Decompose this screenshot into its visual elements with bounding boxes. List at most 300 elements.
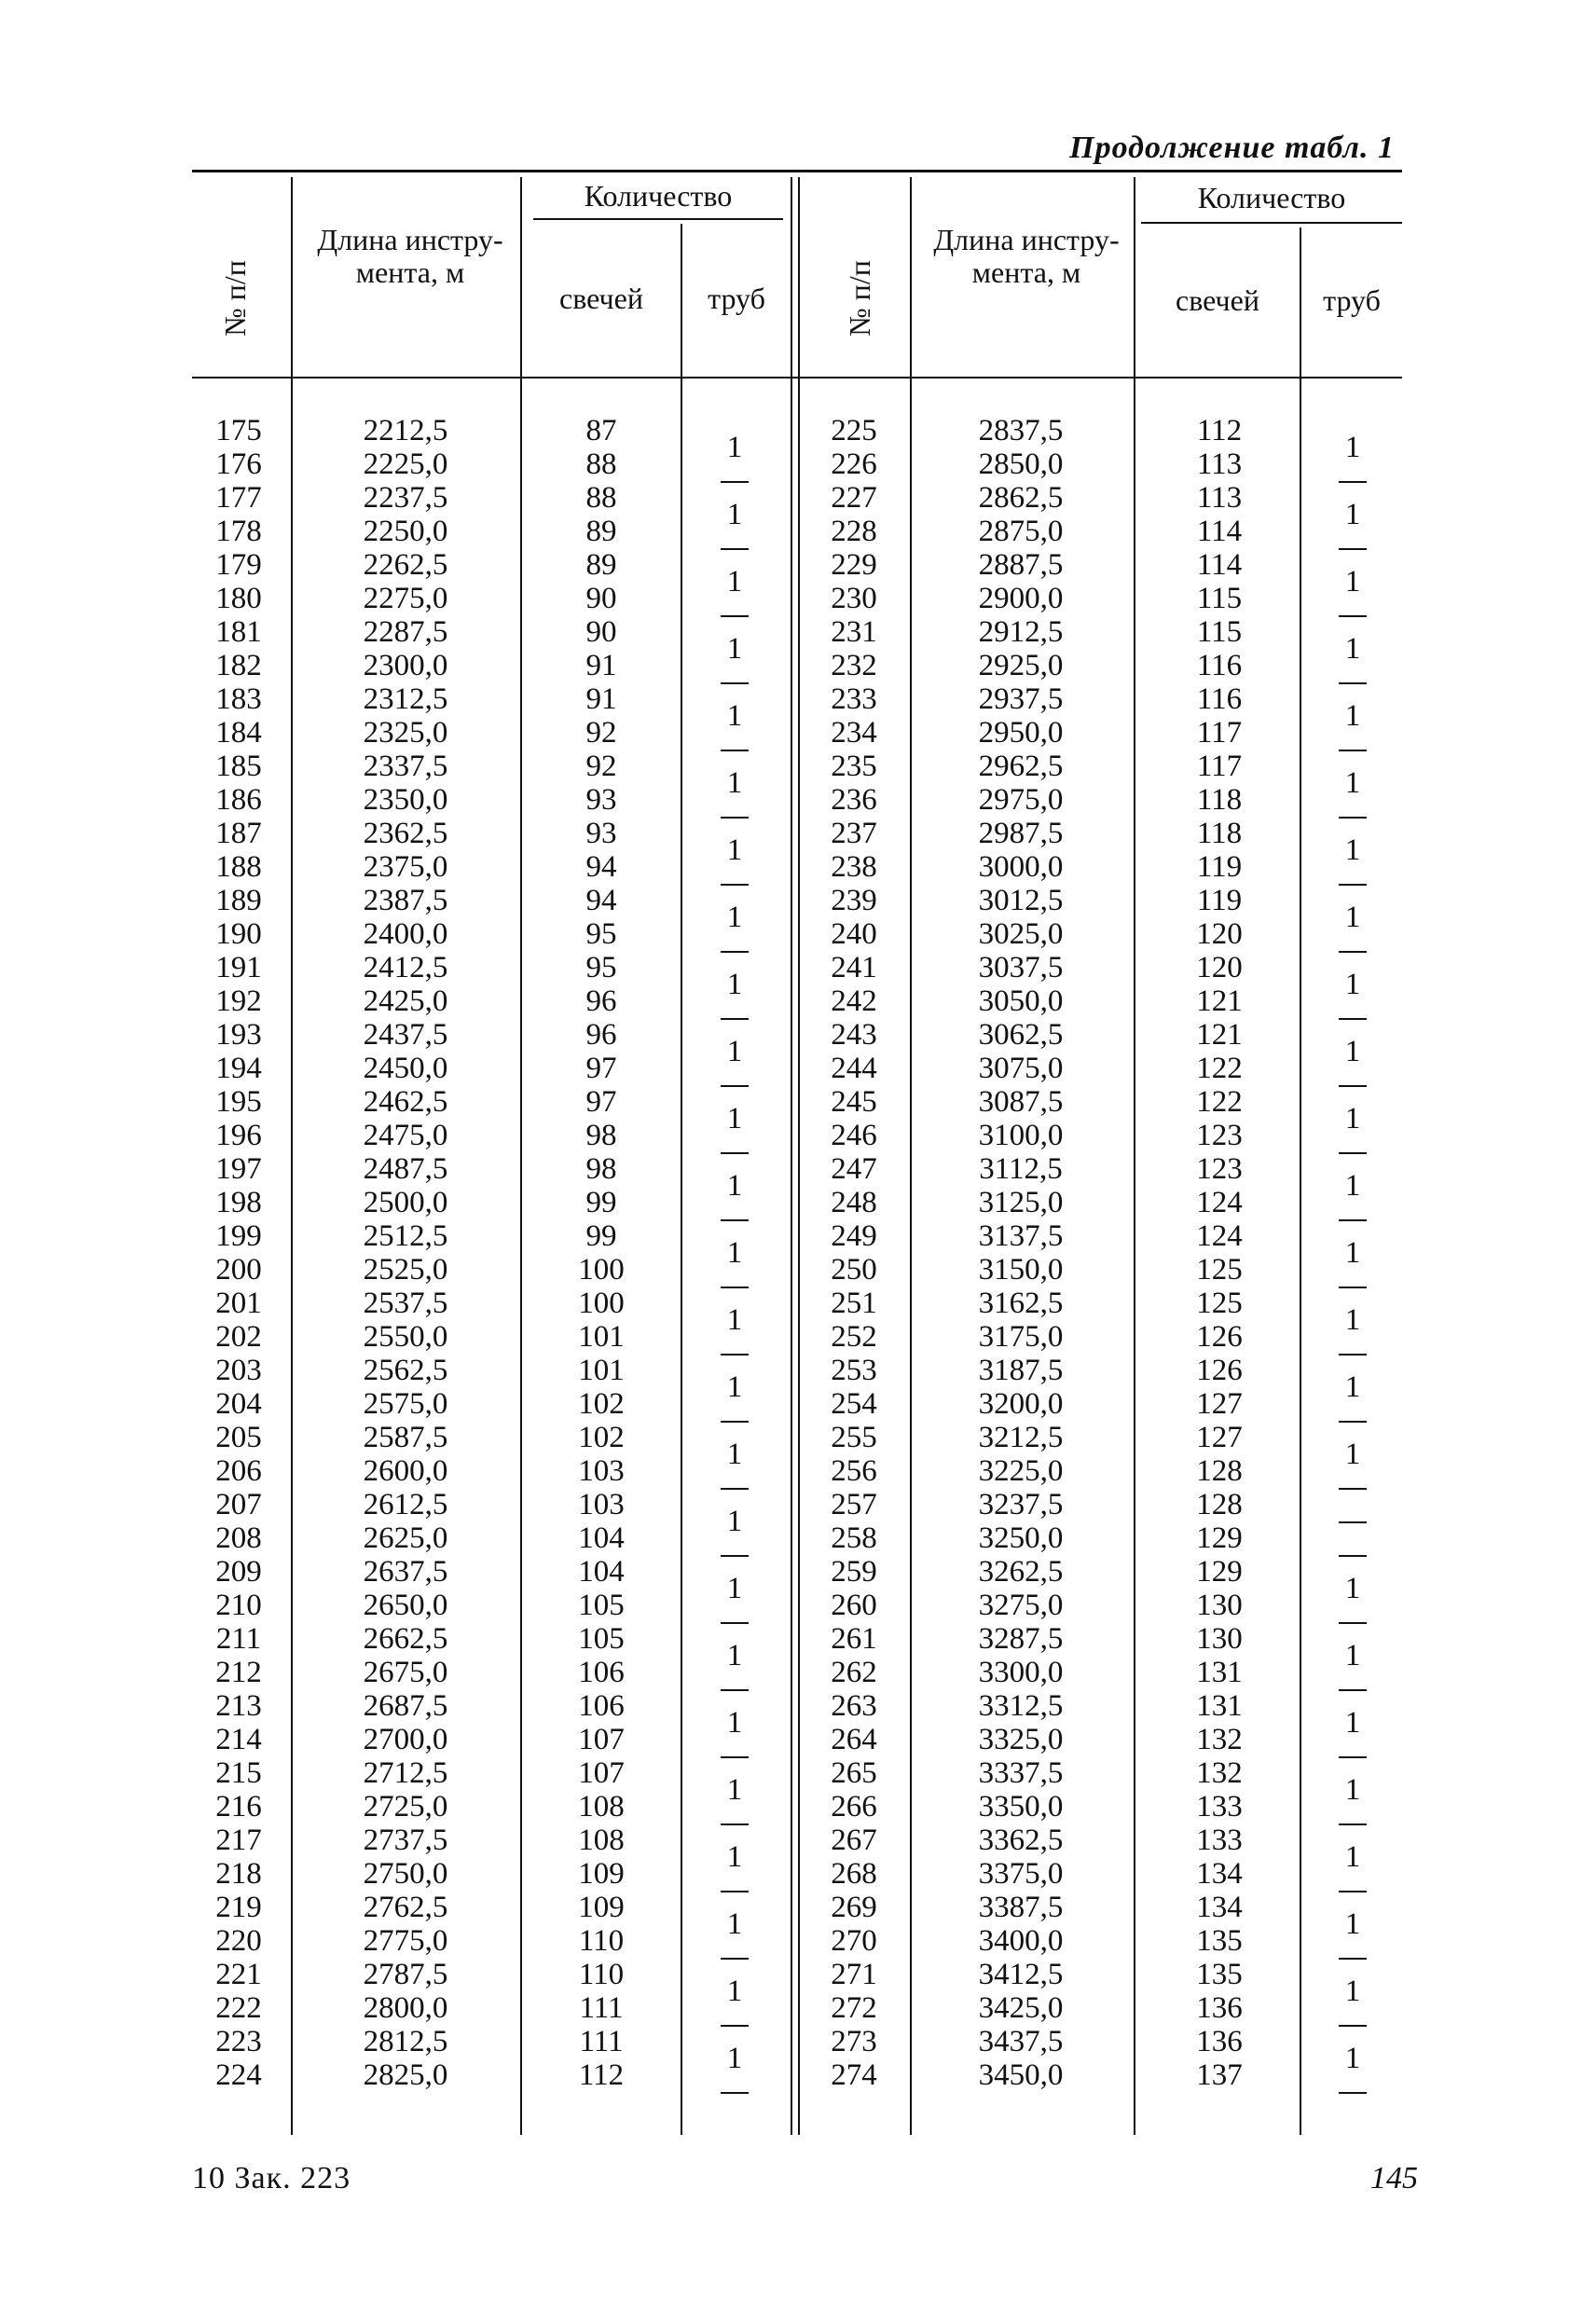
row-number: 198: [215, 1186, 262, 1219]
pipes-count: 1: [726, 2042, 743, 2075]
header-length-left: Длина инстру-мента, м: [317, 223, 503, 289]
row-number: 225: [831, 414, 877, 447]
tool-length: 3200,0: [978, 1387, 1064, 1421]
pipes-dash: [1339, 1555, 1367, 1557]
tool-length: 3350,0: [978, 1790, 1064, 1823]
row-number: 195: [215, 1085, 262, 1119]
pipes-count: 1: [726, 1035, 743, 1068]
pipes-dash: [721, 1958, 749, 1960]
pipes-dash: [1339, 2025, 1367, 2027]
pipes-dash: [721, 817, 749, 819]
stands-count: 115: [1196, 615, 1243, 649]
pipes-pair: [1311, 1303, 1395, 1370]
pipes-pair: [692, 1035, 777, 1102]
tool-length: 3362,5: [978, 1823, 1064, 1857]
stands-count: 110: [578, 1958, 625, 1991]
row-number: 204: [215, 1387, 262, 1421]
tool-length: 2762,5: [363, 1891, 448, 1924]
pipes-pair: [1311, 1370, 1395, 1438]
pipes-count: 1: [1344, 1035, 1361, 1068]
pipes-dash: [1339, 1085, 1367, 1087]
row-number: 205: [215, 1421, 262, 1454]
pipes-count: 1: [726, 699, 743, 733]
row-number: 242: [831, 984, 877, 1018]
pipes-pair: [1311, 1975, 1395, 2042]
tool-length: 3112,5: [979, 1152, 1063, 1186]
pipes-pair: [1311, 1102, 1395, 1169]
pipes-count: 1: [726, 1102, 743, 1135]
stands-count: 91: [585, 649, 617, 682]
row-number: 194: [215, 1052, 262, 1085]
row-number: 267: [831, 1823, 877, 1857]
tool-length: 2825,0: [363, 2058, 448, 2092]
row-number: 237: [831, 817, 877, 850]
stands-count: 104: [578, 1555, 625, 1589]
page-number: 145: [1370, 2161, 1418, 2195]
tool-length: 2925,0: [978, 649, 1064, 682]
row-number: 206: [215, 1454, 262, 1488]
tool-length: 2950,0: [978, 716, 1064, 750]
stands-count: 131: [1196, 1689, 1243, 1723]
stands-count: 108: [578, 1823, 625, 1857]
stands-count: 90: [585, 582, 617, 615]
tool-length: 2600,0: [363, 1454, 448, 1488]
row-number: 221: [215, 1958, 262, 1991]
tool-length: 2212,5: [363, 414, 448, 447]
stands-count: 120: [1196, 951, 1243, 984]
length-column-left: [336, 414, 475, 2092]
tool-length: 2325,0: [363, 716, 448, 750]
tool-length: 2475,0: [363, 1119, 448, 1152]
tool-length: 2362,5: [363, 817, 448, 850]
pipes-dash: [721, 1018, 749, 1020]
row-number: 263: [831, 1689, 877, 1723]
stands-count: 131: [1196, 1656, 1243, 1689]
row-number: 231: [831, 615, 877, 649]
stands-count: 89: [585, 515, 617, 548]
stands-count: 135: [1196, 1958, 1243, 1991]
tool-length: 2750,0: [363, 1857, 448, 1891]
stands-count: 120: [1196, 917, 1243, 951]
row-number: 203: [215, 1354, 262, 1387]
stands-count: 102: [578, 1387, 625, 1421]
pipes-dash: [1339, 2092, 1367, 2094]
pipes-dash: [1339, 1891, 1367, 1892]
pipes-count: 1: [1344, 1975, 1361, 2008]
pipes-pair: [692, 1840, 777, 1907]
row-number: 236: [831, 783, 877, 817]
pipes-dash: [721, 1421, 749, 1423]
tool-length: 2275,0: [363, 582, 448, 615]
pipes-count: 1: [1344, 498, 1361, 531]
row-number: 255: [831, 1421, 877, 1454]
pipes-count: 1: [1344, 1773, 1361, 1807]
tool-length: 3287,5: [978, 1622, 1064, 1656]
tool-length: 3300,0: [978, 1656, 1064, 1689]
pipes-dash: [1339, 481, 1367, 483]
pipes-pair: [1311, 1572, 1395, 1639]
pipes-count: 1: [726, 1572, 743, 1605]
header-num-right: № п/п: [843, 260, 876, 337]
tool-length: 2550,0: [363, 1320, 448, 1354]
row-number: 200: [215, 1253, 262, 1287]
header-bottom-rule: [192, 377, 1402, 378]
stands-count: 95: [585, 917, 617, 951]
pipes-dash: [1339, 817, 1367, 819]
pipes-dash: [1339, 884, 1367, 886]
pipes-dash: [721, 615, 749, 617]
length-column-right: [951, 414, 1091, 2092]
pipes-pair: [692, 1236, 777, 1303]
row-number: 190: [215, 917, 262, 951]
tool-length: 2937,5: [978, 682, 1064, 716]
pipes-count: 1: [1344, 632, 1361, 666]
pipes-count: 1: [1344, 2042, 1361, 2075]
stands-count: 92: [585, 716, 617, 750]
quantity-rule-left: [533, 218, 783, 220]
row-number: 210: [215, 1589, 262, 1622]
stands-count: 129: [1196, 1521, 1243, 1555]
stands-count: 105: [578, 1589, 625, 1622]
table-caption: Продолжение табл. 1: [1069, 131, 1395, 165]
pipes-count: 1: [726, 1236, 743, 1270]
tool-length: 2900,0: [978, 582, 1064, 615]
tool-length: 2737,5: [363, 1823, 448, 1857]
pipes-count: 1: [726, 565, 743, 599]
num-column-right: [807, 414, 901, 2092]
tool-length: 2450,0: [363, 1052, 448, 1085]
row-number: 261: [831, 1622, 877, 1656]
stands-count: 98: [585, 1119, 617, 1152]
row-number: 183: [215, 682, 262, 716]
tool-length: 3237,5: [978, 1488, 1064, 1521]
header-pipes-right: труб: [1323, 283, 1381, 317]
stands-column-right: [1165, 414, 1273, 2092]
pipes-pair: [1311, 498, 1395, 565]
row-number: 178: [215, 515, 262, 548]
tool-length: 3175,0: [978, 1320, 1064, 1354]
row-number: 224: [215, 2058, 262, 2092]
stands-count: 117: [1196, 716, 1243, 750]
tool-length: 2637,5: [363, 1555, 448, 1589]
stands-count: 88: [585, 447, 617, 481]
pipes-dash: [721, 1488, 749, 1490]
row-number: 243: [831, 1018, 877, 1052]
tool-length: 3375,0: [978, 1857, 1064, 1891]
pipes-count: 1: [726, 1639, 743, 1672]
row-number: 252: [831, 1320, 877, 1354]
stands-count: 101: [578, 1354, 625, 1387]
pipes-count: 1: [1344, 901, 1361, 934]
pipes-pair: [692, 699, 777, 766]
pipes-dash: [1339, 1018, 1367, 1020]
pipes-pair: [692, 1102, 777, 1169]
tool-length: 2812,5: [363, 2025, 448, 2058]
stands-count: 133: [1196, 1790, 1243, 1823]
tool-length: 2850,0: [978, 447, 1064, 481]
tool-length: 3212,5: [978, 1421, 1064, 1454]
pipes-pair: [692, 1639, 777, 1706]
pipes-dash: [1339, 1287, 1367, 1288]
pipes-count: 1: [1344, 1706, 1361, 1740]
pipes-count: 1: [726, 431, 743, 464]
stands-count: 116: [1196, 649, 1243, 682]
pipes-dash: [721, 1555, 749, 1557]
pipes-dash: [1339, 1521, 1367, 1523]
pipes-pair: [692, 431, 777, 498]
stands-count: 119: [1196, 850, 1243, 884]
row-number: 180: [215, 582, 262, 615]
row-number: 175: [215, 414, 262, 447]
stands-count: 97: [585, 1052, 617, 1085]
tool-length: 3187,5: [978, 1354, 1064, 1387]
stands-count: 100: [578, 1287, 625, 1320]
tool-length: 3262,5: [978, 1555, 1064, 1589]
pipes-pair: [1311, 1773, 1395, 1840]
stands-count: 115: [1196, 582, 1243, 615]
row-number: 250: [831, 1253, 877, 1287]
stands-count: 132: [1196, 1756, 1243, 1790]
row-number: 212: [215, 1656, 262, 1689]
stands-count: 90: [585, 615, 617, 649]
row-number: 197: [215, 1152, 262, 1186]
stands-count: 116: [1196, 682, 1243, 716]
stands-count: 93: [585, 817, 617, 850]
pipes-dash: [721, 1085, 749, 1087]
row-number: 244: [831, 1052, 877, 1085]
divider-length-stands-left: [520, 177, 522, 2135]
tool-length: 2300,0: [363, 649, 448, 682]
pipes-count: 1: [1344, 1840, 1361, 1874]
row-number: 214: [215, 1723, 262, 1756]
stands-count: 107: [578, 1756, 625, 1790]
pipes-count: 1: [726, 1370, 743, 1404]
row-number: 185: [215, 750, 262, 783]
pipes-pair: [1311, 1169, 1395, 1236]
row-number: 270: [831, 1924, 877, 1958]
pipes-dash: [1339, 951, 1367, 953]
row-number: 213: [215, 1689, 262, 1723]
pipes-pair: [692, 1907, 777, 1975]
pipes-dash: [1339, 1823, 1367, 1825]
stands-count: 125: [1196, 1253, 1243, 1287]
tool-length: 3125,0: [978, 1186, 1064, 1219]
tool-length: 3037,5: [978, 951, 1064, 984]
stands-count: 92: [585, 750, 617, 783]
stands-count: 113: [1196, 447, 1243, 481]
tool-length: 2462,5: [363, 1085, 448, 1119]
tool-length: 3437,5: [978, 2025, 1064, 2058]
stands-count: 91: [585, 682, 617, 716]
row-number: 257: [831, 1488, 877, 1521]
stands-count: 136: [1196, 2025, 1243, 2058]
tool-length: 2787,5: [363, 1958, 448, 1991]
tool-length: 3312,5: [978, 1689, 1064, 1723]
row-number: 241: [831, 951, 877, 984]
pipes-count: 1: [726, 632, 743, 666]
stands-column-left: [550, 414, 653, 2092]
pipes-count: 1: [726, 833, 743, 867]
stands-count: 123: [1196, 1152, 1243, 1186]
stands-count: 128: [1196, 1488, 1243, 1521]
stands-count: 137: [1196, 2058, 1243, 2092]
row-number: 201: [215, 1287, 262, 1320]
tool-length: 2700,0: [363, 1723, 448, 1756]
stands-count: 102: [578, 1421, 625, 1454]
stands-count: 111: [579, 2025, 624, 2058]
pipes-column-left: [692, 431, 777, 2109]
row-number: 262: [831, 1656, 877, 1689]
stands-count: 114: [1196, 548, 1243, 582]
tool-length: 2912,5: [978, 615, 1064, 649]
row-number: 260: [831, 1589, 877, 1622]
pipes-pair: [1311, 1505, 1395, 1572]
pipes-dash: [721, 2092, 749, 2094]
stands-count: 127: [1196, 1387, 1243, 1421]
pipes-pair: [1311, 1438, 1395, 1505]
header-pipes-left: труб: [708, 282, 765, 315]
pipes-pair: [692, 1706, 777, 1773]
tool-length: 2525,0: [363, 1253, 448, 1287]
pipes-count: 1: [1344, 431, 1361, 464]
pipes-dash: [721, 884, 749, 886]
row-number: 207: [215, 1488, 262, 1521]
pipes-count: 1: [726, 901, 743, 934]
row-number: 235: [831, 750, 877, 783]
tool-length: 2487,5: [363, 1152, 448, 1186]
divider-stands-pipes-right: [1300, 227, 1301, 2135]
row-number: 177: [215, 481, 262, 515]
pipes-dash: [721, 1689, 749, 1691]
num-column-left: [192, 414, 285, 2092]
header-length-right: Длина инстру-мента, м: [933, 223, 1120, 289]
pipes-dash: [721, 1287, 749, 1288]
stands-count: 118: [1196, 817, 1243, 850]
pipes-dash: [721, 1354, 749, 1356]
pipes-dash: [721, 1219, 749, 1221]
pipes-dash: [1339, 1421, 1367, 1423]
row-number: 182: [215, 649, 262, 682]
row-number: 222: [215, 1991, 262, 2025]
pipes-count: 1: [726, 1169, 743, 1203]
stands-count: 106: [578, 1656, 625, 1689]
tool-length: 2512,5: [363, 1219, 448, 1253]
pipes-pair: [692, 1438, 777, 1505]
stands-count: 96: [585, 984, 617, 1018]
divider-num-length-right: [910, 177, 912, 2135]
pipes-pair: [692, 1169, 777, 1236]
pipes-pair: [692, 1303, 777, 1370]
row-number: 220: [215, 1924, 262, 1958]
tool-length: 2425,0: [363, 984, 448, 1018]
pipes-pair: [1311, 1639, 1395, 1706]
tool-length: 2337,5: [363, 750, 448, 783]
pipes-count: 1: [1344, 833, 1361, 867]
pipes-pair: [692, 968, 777, 1035]
tool-length: 3137,5: [978, 1219, 1064, 1253]
stands-count: 124: [1196, 1219, 1243, 1253]
stands-count: 118: [1196, 783, 1243, 817]
pipes-dash: [721, 548, 749, 550]
stands-count: 117: [1196, 750, 1243, 783]
divider-center-a: [791, 177, 792, 2135]
row-number: 208: [215, 1521, 262, 1555]
row-number: 256: [831, 1454, 877, 1488]
stands-count: 107: [578, 1723, 625, 1756]
tool-length: 2287,5: [363, 615, 448, 649]
row-number: 196: [215, 1119, 262, 1152]
pipes-pair: [1311, 431, 1395, 498]
quantity-rule-right: [1141, 222, 1402, 224]
pipes-count: 1: [1344, 1370, 1361, 1404]
pipes-pair: [692, 833, 777, 901]
pipes-count: 1: [1344, 1907, 1361, 1941]
row-number: 228: [831, 515, 877, 548]
pipes-dash: [721, 2025, 749, 2027]
stands-count: 127: [1196, 1421, 1243, 1454]
tool-length: 3275,0: [978, 1589, 1064, 1622]
tool-length: 2500,0: [363, 1186, 448, 1219]
pipes-dash: [1339, 1958, 1367, 1960]
stands-count: 135: [1196, 1924, 1243, 1958]
pipes-pair: [692, 632, 777, 699]
row-number: 216: [215, 1790, 262, 1823]
tool-length: 3162,5: [978, 1287, 1064, 1320]
stands-count: 129: [1196, 1555, 1243, 1589]
row-number: 191: [215, 951, 262, 984]
tool-length: 2987,5: [978, 817, 1064, 850]
stands-count: 103: [578, 1488, 625, 1521]
pipes-count: 1: [726, 1505, 743, 1538]
tool-length: 3325,0: [978, 1723, 1064, 1756]
row-number: 274: [831, 2058, 877, 2092]
row-number: 240: [831, 917, 877, 951]
header-stands-right: свечей: [1176, 283, 1259, 317]
tool-length: 2312,5: [363, 682, 448, 716]
tool-length: 2725,0: [363, 1790, 448, 1823]
row-number: 253: [831, 1354, 877, 1387]
pipes-dash: [721, 750, 749, 751]
pipes-pair: [1311, 1035, 1395, 1102]
stands-count: 99: [585, 1186, 617, 1219]
stands-count: 93: [585, 783, 617, 817]
row-number: 268: [831, 1857, 877, 1891]
pipes-pair: [1311, 968, 1395, 1035]
pipes-count: 1: [1344, 968, 1361, 1001]
row-number: 272: [831, 1991, 877, 2025]
tool-length: 2375,0: [363, 850, 448, 884]
tool-length: 3150,0: [978, 1253, 1064, 1287]
pipes-pair: [1311, 766, 1395, 833]
header-quantity-right: Количество: [1197, 181, 1346, 214]
tool-length: 3412,5: [978, 1958, 1064, 1991]
stands-count: 132: [1196, 1723, 1243, 1756]
pipes-count: 1: [1344, 1639, 1361, 1672]
row-number: 184: [215, 716, 262, 750]
stands-count: 122: [1196, 1085, 1243, 1119]
pipes-count: 1: [726, 498, 743, 531]
pipes-dash: [721, 1891, 749, 1892]
tool-length: 2562,5: [363, 1354, 448, 1387]
tool-length: 2975,0: [978, 783, 1064, 817]
stands-count: 109: [578, 1857, 625, 1891]
tool-length: 3337,5: [978, 1756, 1064, 1790]
row-number: 245: [831, 1085, 877, 1119]
pipes-pair: [692, 1505, 777, 1572]
pipes-pair: [1311, 632, 1395, 699]
row-number: 234: [831, 716, 877, 750]
row-number: 189: [215, 884, 262, 917]
